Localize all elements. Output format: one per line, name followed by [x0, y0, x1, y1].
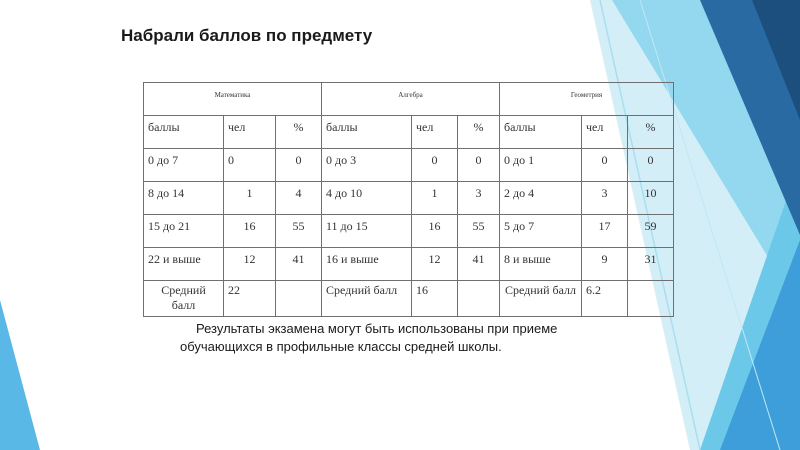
table-cell: 11 до 15: [322, 215, 412, 248]
table-row: [144, 248, 674, 281]
table-cell: 0: [628, 149, 674, 182]
table-cell: 16: [224, 215, 276, 248]
column-header: %: [276, 116, 322, 149]
table-row: [144, 215, 674, 248]
column-header: баллы: [144, 116, 224, 149]
table-cell: 15 до 21: [144, 215, 224, 248]
table-cell: 16: [412, 281, 458, 317]
table-cell: 4 до 10: [322, 182, 412, 215]
table-cell: 16: [412, 215, 458, 248]
table-cell: 12: [224, 248, 276, 281]
table-cell: 0 до 1: [500, 149, 582, 182]
table-cell: 3: [582, 182, 628, 215]
average-row: [144, 281, 674, 317]
table-cell: 55: [276, 215, 322, 248]
table-cell: 0 до 3: [322, 149, 412, 182]
table-cell: Средний балл: [144, 281, 224, 317]
table-cell: 3: [458, 182, 500, 215]
subject-header: Геометрия: [500, 83, 674, 116]
table-cell: 12: [412, 248, 458, 281]
caption-text: Результаты экзамена могут быть использованы при приеме обучающихся в профильные классы средней школы.: [180, 321, 558, 354]
slide-title: Набрали баллов по предмету: [121, 26, 373, 45]
table-row: [144, 182, 674, 215]
column-header: баллы: [500, 116, 582, 149]
table-cell: [458, 281, 500, 317]
table-cell: 41: [458, 248, 500, 281]
table-cell: 22: [224, 281, 276, 317]
subject-header-row: [144, 83, 674, 116]
table-cell: 10: [628, 182, 674, 215]
table-cell: 41: [276, 248, 322, 281]
table-cell: 2 до 4: [500, 182, 582, 215]
column-header: чел: [582, 116, 628, 149]
table-cell: 17: [582, 215, 628, 248]
table-cell: Средний балл: [500, 281, 582, 317]
table-cell: 22 и выше: [144, 248, 224, 281]
table-cell: 0: [276, 149, 322, 182]
table-cell: Средний балл: [322, 281, 412, 317]
table-cell: 0: [582, 149, 628, 182]
column-header: чел: [412, 116, 458, 149]
column-header: %: [458, 116, 500, 149]
table-cell: 55: [458, 215, 500, 248]
subject-header: Алгебра: [322, 83, 500, 116]
table-cell: 59: [628, 215, 674, 248]
table-cell: 0 до 7: [144, 149, 224, 182]
table-cell: 31: [628, 248, 674, 281]
table-cell: 1: [224, 182, 276, 215]
table-cell: 4: [276, 182, 322, 215]
table-cell: 8 и выше: [500, 248, 582, 281]
column-header-row: [144, 116, 674, 149]
table-cell: [628, 281, 674, 317]
column-header: %: [628, 116, 674, 149]
table-cell: [276, 281, 322, 317]
table-cell: 0: [224, 149, 276, 182]
results-table: [143, 82, 674, 317]
table-cell: 16 и выше: [322, 248, 412, 281]
column-header: баллы: [322, 116, 412, 149]
table-cell: 1: [412, 182, 458, 215]
table-cell: 6.2: [582, 281, 628, 317]
slide-caption: [180, 320, 580, 356]
table-cell: 0: [458, 149, 500, 182]
column-header: чел: [224, 116, 276, 149]
table-cell: 0: [412, 149, 458, 182]
subject-header: Математика: [144, 83, 322, 116]
table-cell: 5 до 7: [500, 215, 582, 248]
table-cell: 9: [582, 248, 628, 281]
table-row: [144, 149, 674, 182]
deco-left-triangle: [0, 300, 40, 450]
table-cell: 8 до 14: [144, 182, 224, 215]
